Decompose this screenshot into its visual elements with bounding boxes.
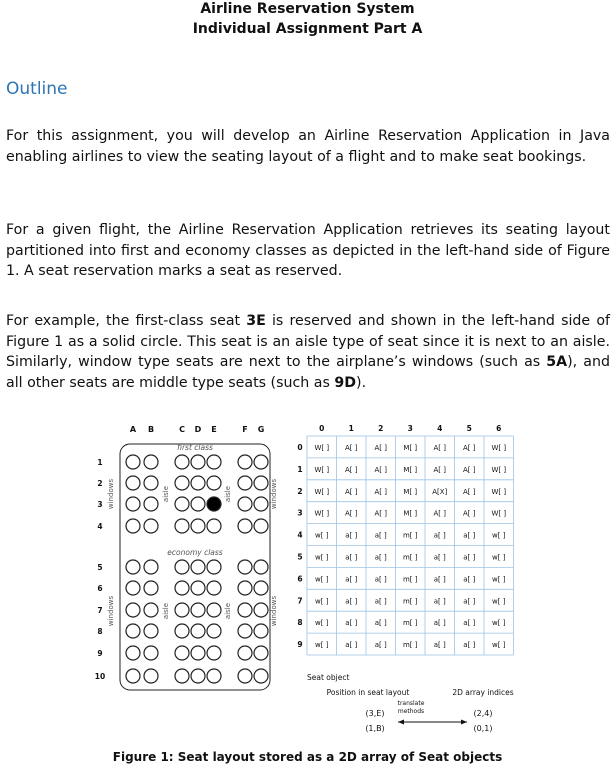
array-cell-8-0: w[ ] — [315, 619, 329, 628]
windows-label: windows — [270, 478, 278, 510]
windows-label: windows — [107, 478, 115, 510]
seat-3G — [254, 497, 268, 511]
array-cell-6-6: w[ ] — [492, 575, 506, 584]
array-cell-1-1: A[ ] — [345, 465, 358, 474]
row-number-6: 6 — [97, 584, 103, 593]
seat-2A — [126, 476, 140, 490]
p3-seat-5a: 5A — [546, 354, 568, 370]
row-number-8: 8 — [97, 627, 103, 636]
seat-6E — [207, 581, 221, 595]
array-cell-1-3: M[ ] — [403, 465, 418, 474]
seat-1E — [207, 455, 221, 469]
array-cell-0-3: M[ ] — [403, 443, 418, 452]
array-cell-6-3: m[ ] — [402, 575, 418, 584]
array-row-index-9: 9 — [297, 640, 303, 650]
legend-indices-value: (0,1) — [473, 724, 493, 733]
seat-8B — [144, 624, 158, 638]
array-cell-5-0: w[ ] — [315, 553, 329, 562]
seat-3E-reserved — [207, 497, 221, 511]
seat-7E — [207, 603, 221, 617]
array-cell-4-6: w[ ] — [492, 531, 506, 540]
array-row-index-6: 6 — [297, 574, 303, 584]
array-col-index-4: 4 — [437, 424, 443, 433]
legend-indices-value: (2,4) — [473, 709, 493, 718]
array-cell-3-6: W[ ] — [491, 509, 507, 518]
aisle-label: aisle — [162, 485, 170, 503]
economy-class-label: economy class — [167, 548, 223, 557]
array-cell-3-5: A[ ] — [463, 509, 476, 518]
array-cell-2-6: W[ ] — [491, 487, 507, 496]
array-cell-9-1: a[ ] — [345, 641, 358, 650]
array-cell-9-5: a[ ] — [463, 641, 476, 650]
seat-3B — [144, 497, 158, 511]
paragraph-intro: For this assignment, you will develop an Airline Reservation Application in Java enabling airlines to view the seating layout of a flight and to make seat bookings. — [6, 128, 610, 165]
seat-10A — [126, 669, 140, 683]
seat-4C — [175, 519, 189, 533]
column-letter-C: C — [179, 425, 185, 434]
seat-3C — [175, 497, 189, 511]
array-cell-7-0: w[ ] — [315, 597, 329, 606]
array-cell-9-0: w[ ] — [315, 641, 329, 650]
seat-4A — [126, 519, 140, 533]
array-cell-2-1: A[ ] — [345, 487, 358, 496]
legend-position-header: Position in seat layout — [326, 688, 410, 697]
array-row-index-8: 8 — [297, 618, 303, 628]
seat-1F — [238, 455, 252, 469]
seat-9F — [238, 646, 252, 660]
seat-9E — [207, 646, 221, 660]
seat-10B — [144, 669, 158, 683]
seat-6G — [254, 581, 268, 595]
array-cell-0-1: A[ ] — [345, 443, 358, 452]
seat-8A — [126, 624, 140, 638]
seat-10D — [191, 669, 205, 683]
seat-1C — [175, 455, 189, 469]
seat-7F — [238, 603, 252, 617]
array-cell-6-4: a[ ] — [433, 575, 446, 584]
array-cell-1-6: W[ ] — [491, 465, 507, 474]
seat-4G — [254, 519, 268, 533]
legend-position-value: (1,B) — [365, 724, 385, 733]
seat-6A — [126, 581, 140, 595]
array-cell-3-3: M[ ] — [403, 509, 418, 518]
row-number-7: 7 — [97, 606, 103, 615]
array-row-index-1: 1 — [297, 464, 303, 474]
first-class-label: first class — [177, 443, 213, 452]
document-subtitle: Individual Assignment Part A — [192, 21, 423, 37]
p3-text-g: ). — [356, 374, 367, 391]
p3-text-c: is reserved and shown in the left-hand side of Figure 1 as a solid circle. This seat is an aisle type of seat since it is next to an aisle. Similarly, window type seats are next to the airplane’s windows (such as — [6, 313, 610, 370]
legend-methods-label: methods — [397, 708, 425, 715]
array-cell-9-3: m[ ] — [402, 641, 418, 650]
seat-2F — [238, 476, 252, 490]
seat-7D — [191, 603, 205, 617]
seat-2C — [175, 476, 189, 490]
row-number-3: 3 — [97, 500, 103, 509]
aisle-label: aisle — [224, 602, 232, 620]
p3-text-e: ), and all other seats are middle type seats (such as — [6, 354, 610, 391]
array-cell-0-2: A[ ] — [374, 443, 387, 452]
seat-2E — [207, 476, 221, 490]
seat-8G — [254, 624, 268, 638]
array-cell-2-0: W[ ] — [314, 487, 330, 496]
array-cell-4-5: a[ ] — [463, 531, 476, 540]
seat-4D — [191, 519, 205, 533]
column-letter-D: D — [194, 425, 202, 434]
seat-6B — [144, 581, 158, 595]
array-cell-0-5: A[ ] — [463, 443, 476, 452]
seat-4E — [207, 519, 221, 533]
paragraph-layout: For a given flight, the Airline Reservation Application retrieves its seating layout partitioned into first and economy classes as depicted in the left-hand side of Figure 1. A seat reservation marks a seat as reserved. — [6, 222, 610, 279]
seat-5D — [191, 560, 205, 574]
array-cell-7-2: a[ ] — [374, 597, 387, 606]
seat-7B — [144, 603, 158, 617]
seat-2D — [191, 476, 205, 490]
seat-9C — [175, 646, 189, 660]
legend-title: Seat object — [307, 673, 350, 682]
document-title: Airline Reservation System — [200, 1, 415, 17]
seat-8D — [191, 624, 205, 638]
array-cell-5-3: m[ ] — [402, 553, 418, 562]
array-cell-0-0: W[ ] — [314, 443, 330, 452]
legend-position-value: (3,E) — [365, 709, 385, 718]
array-cell-5-4: a[ ] — [433, 553, 446, 562]
seat-3F — [238, 497, 252, 511]
seat-7C — [175, 603, 189, 617]
array-cell-6-2: a[ ] — [374, 575, 387, 584]
seat-5A — [126, 560, 140, 574]
windows-label: windows — [270, 595, 278, 627]
legend-indices-header: 2D array indices — [452, 688, 514, 697]
seat-7A — [126, 603, 140, 617]
array-cell-1-4: A[ ] — [433, 465, 446, 474]
array-cell-0-4: A[ ] — [433, 443, 446, 452]
p3-seat-9d: 9D — [334, 374, 357, 391]
array-cell-3-2: A[ ] — [374, 509, 387, 518]
array-cell-5-6: w[ ] — [492, 553, 506, 562]
arrow-left-head — [398, 720, 404, 725]
seat-9G — [254, 646, 268, 660]
column-letter-F: F — [242, 425, 248, 434]
seat-6F — [238, 581, 252, 595]
column-letter-A: A — [129, 425, 137, 434]
array-cell-6-1: a[ ] — [345, 575, 358, 584]
seat-10F — [238, 669, 252, 683]
array-cell-7-4: a[ ] — [433, 597, 446, 606]
array-cell-4-1: a[ ] — [345, 531, 358, 540]
array-cell-2-5: A[ ] — [463, 487, 476, 496]
seat-3D — [191, 497, 205, 511]
array-cell-0-6: W[ ] — [491, 443, 507, 452]
seat-1B — [144, 455, 158, 469]
array-cell-6-0: w[ ] — [315, 575, 329, 584]
seat-4F — [238, 519, 252, 533]
array-cell-4-4: a[ ] — [433, 531, 446, 540]
array-col-index-0: 0 — [319, 424, 325, 433]
seat-10C — [175, 669, 189, 683]
array-cell-2-3: M[ ] — [403, 487, 418, 496]
array-row-index-2: 2 — [297, 486, 303, 496]
seat-2G — [254, 476, 268, 490]
p3-text-a: For example, the first-class seat — [6, 313, 247, 329]
seat-8C — [175, 624, 189, 638]
column-letter-B: B — [147, 425, 155, 434]
array-cell-8-3: m[ ] — [402, 619, 418, 628]
seat-6C — [175, 581, 189, 595]
row-number-2: 2 — [97, 479, 103, 488]
array-cell-3-1: A[ ] — [345, 509, 358, 518]
array-cell-3-0: W[ ] — [314, 509, 330, 518]
seat-3A — [126, 497, 140, 511]
row-number-10: 10 — [94, 672, 106, 681]
section-heading: Outline — [6, 79, 68, 99]
array-cell-8-1: a[ ] — [345, 619, 358, 628]
array-col-index-3: 3 — [407, 424, 413, 433]
seat-1D — [191, 455, 205, 469]
column-letter-E: E — [211, 425, 217, 434]
row-number-1: 1 — [97, 458, 103, 467]
array-row-index-7: 7 — [297, 596, 303, 606]
array-row-index-4: 4 — [297, 530, 303, 540]
array-col-index-6: 6 — [496, 424, 502, 433]
array-cell-4-2: a[ ] — [374, 531, 387, 540]
array-cell-1-0: W[ ] — [314, 465, 330, 474]
array-col-index-2: 2 — [378, 424, 384, 433]
aisle-label: aisle — [224, 485, 232, 503]
seat-5G — [254, 560, 268, 574]
array-cell-5-2: a[ ] — [374, 553, 387, 562]
seat-7G — [254, 603, 268, 617]
array-cell-9-4: a[ ] — [433, 641, 446, 650]
array-cell-8-4: a[ ] — [433, 619, 446, 628]
array-cell-8-2: a[ ] — [374, 619, 387, 628]
array-cell-9-6: w[ ] — [492, 641, 506, 650]
seat-5C — [175, 560, 189, 574]
array-cell-8-6: w[ ] — [492, 619, 506, 628]
row-number-9: 9 — [97, 649, 103, 658]
array-cell-2-2: A[ ] — [374, 487, 387, 496]
array-cell-6-5: a[ ] — [463, 575, 476, 584]
row-number-5: 5 — [97, 563, 103, 572]
seat-10G — [254, 669, 268, 683]
seat-8F — [238, 624, 252, 638]
array-cell-4-3: m[ ] — [402, 531, 418, 540]
array-cell-1-2: A[ ] — [374, 465, 387, 474]
seat-9D — [191, 646, 205, 660]
legend-translate-label: translate — [397, 700, 425, 707]
array-cell-7-5: a[ ] — [463, 597, 476, 606]
array-cell-5-5: a[ ] — [463, 553, 476, 562]
aisle-label: aisle — [162, 602, 170, 620]
array-cell-7-1: a[ ] — [345, 597, 358, 606]
seat-2B — [144, 476, 158, 490]
figure-caption: Figure 1: Seat layout stored as a 2D array of Seat objects — [112, 750, 503, 764]
array-cell-4-0: w[ ] — [315, 531, 329, 540]
array-cell-8-5: a[ ] — [463, 619, 476, 628]
seat-10E — [207, 669, 221, 683]
array-cell-3-4: A[ ] — [433, 509, 446, 518]
seat-6D — [191, 581, 205, 595]
array-col-index-5: 5 — [466, 424, 472, 433]
column-letter-G: G — [257, 425, 265, 434]
seat-9A — [126, 646, 140, 660]
array-row-index-5: 5 — [297, 552, 303, 562]
seat-1G — [254, 455, 268, 469]
array-col-index-1: 1 — [348, 424, 354, 433]
seat-5E — [207, 560, 221, 574]
array-cell-5-1: a[ ] — [345, 553, 358, 562]
seat-8E — [207, 624, 221, 638]
array-cell-7-3: m[ ] — [402, 597, 418, 606]
seat-4B — [144, 519, 158, 533]
seat-5B — [144, 560, 158, 574]
seat-5F — [238, 560, 252, 574]
array-row-index-3: 3 — [297, 508, 303, 518]
array-row-index-0: 0 — [297, 442, 303, 452]
array-cell-9-2: a[ ] — [374, 641, 387, 650]
seat-1A — [126, 455, 140, 469]
row-number-4: 4 — [97, 522, 103, 531]
seat-9B — [144, 646, 158, 660]
array-cell-7-6: w[ ] — [492, 597, 506, 606]
arrow-right-head — [461, 720, 467, 725]
array-cell-2-4: A[X] — [432, 487, 448, 496]
p3-seat-3e: 3E — [246, 313, 266, 329]
array-cell-1-5: A[ ] — [463, 465, 476, 474]
windows-label: windows — [107, 595, 115, 627]
